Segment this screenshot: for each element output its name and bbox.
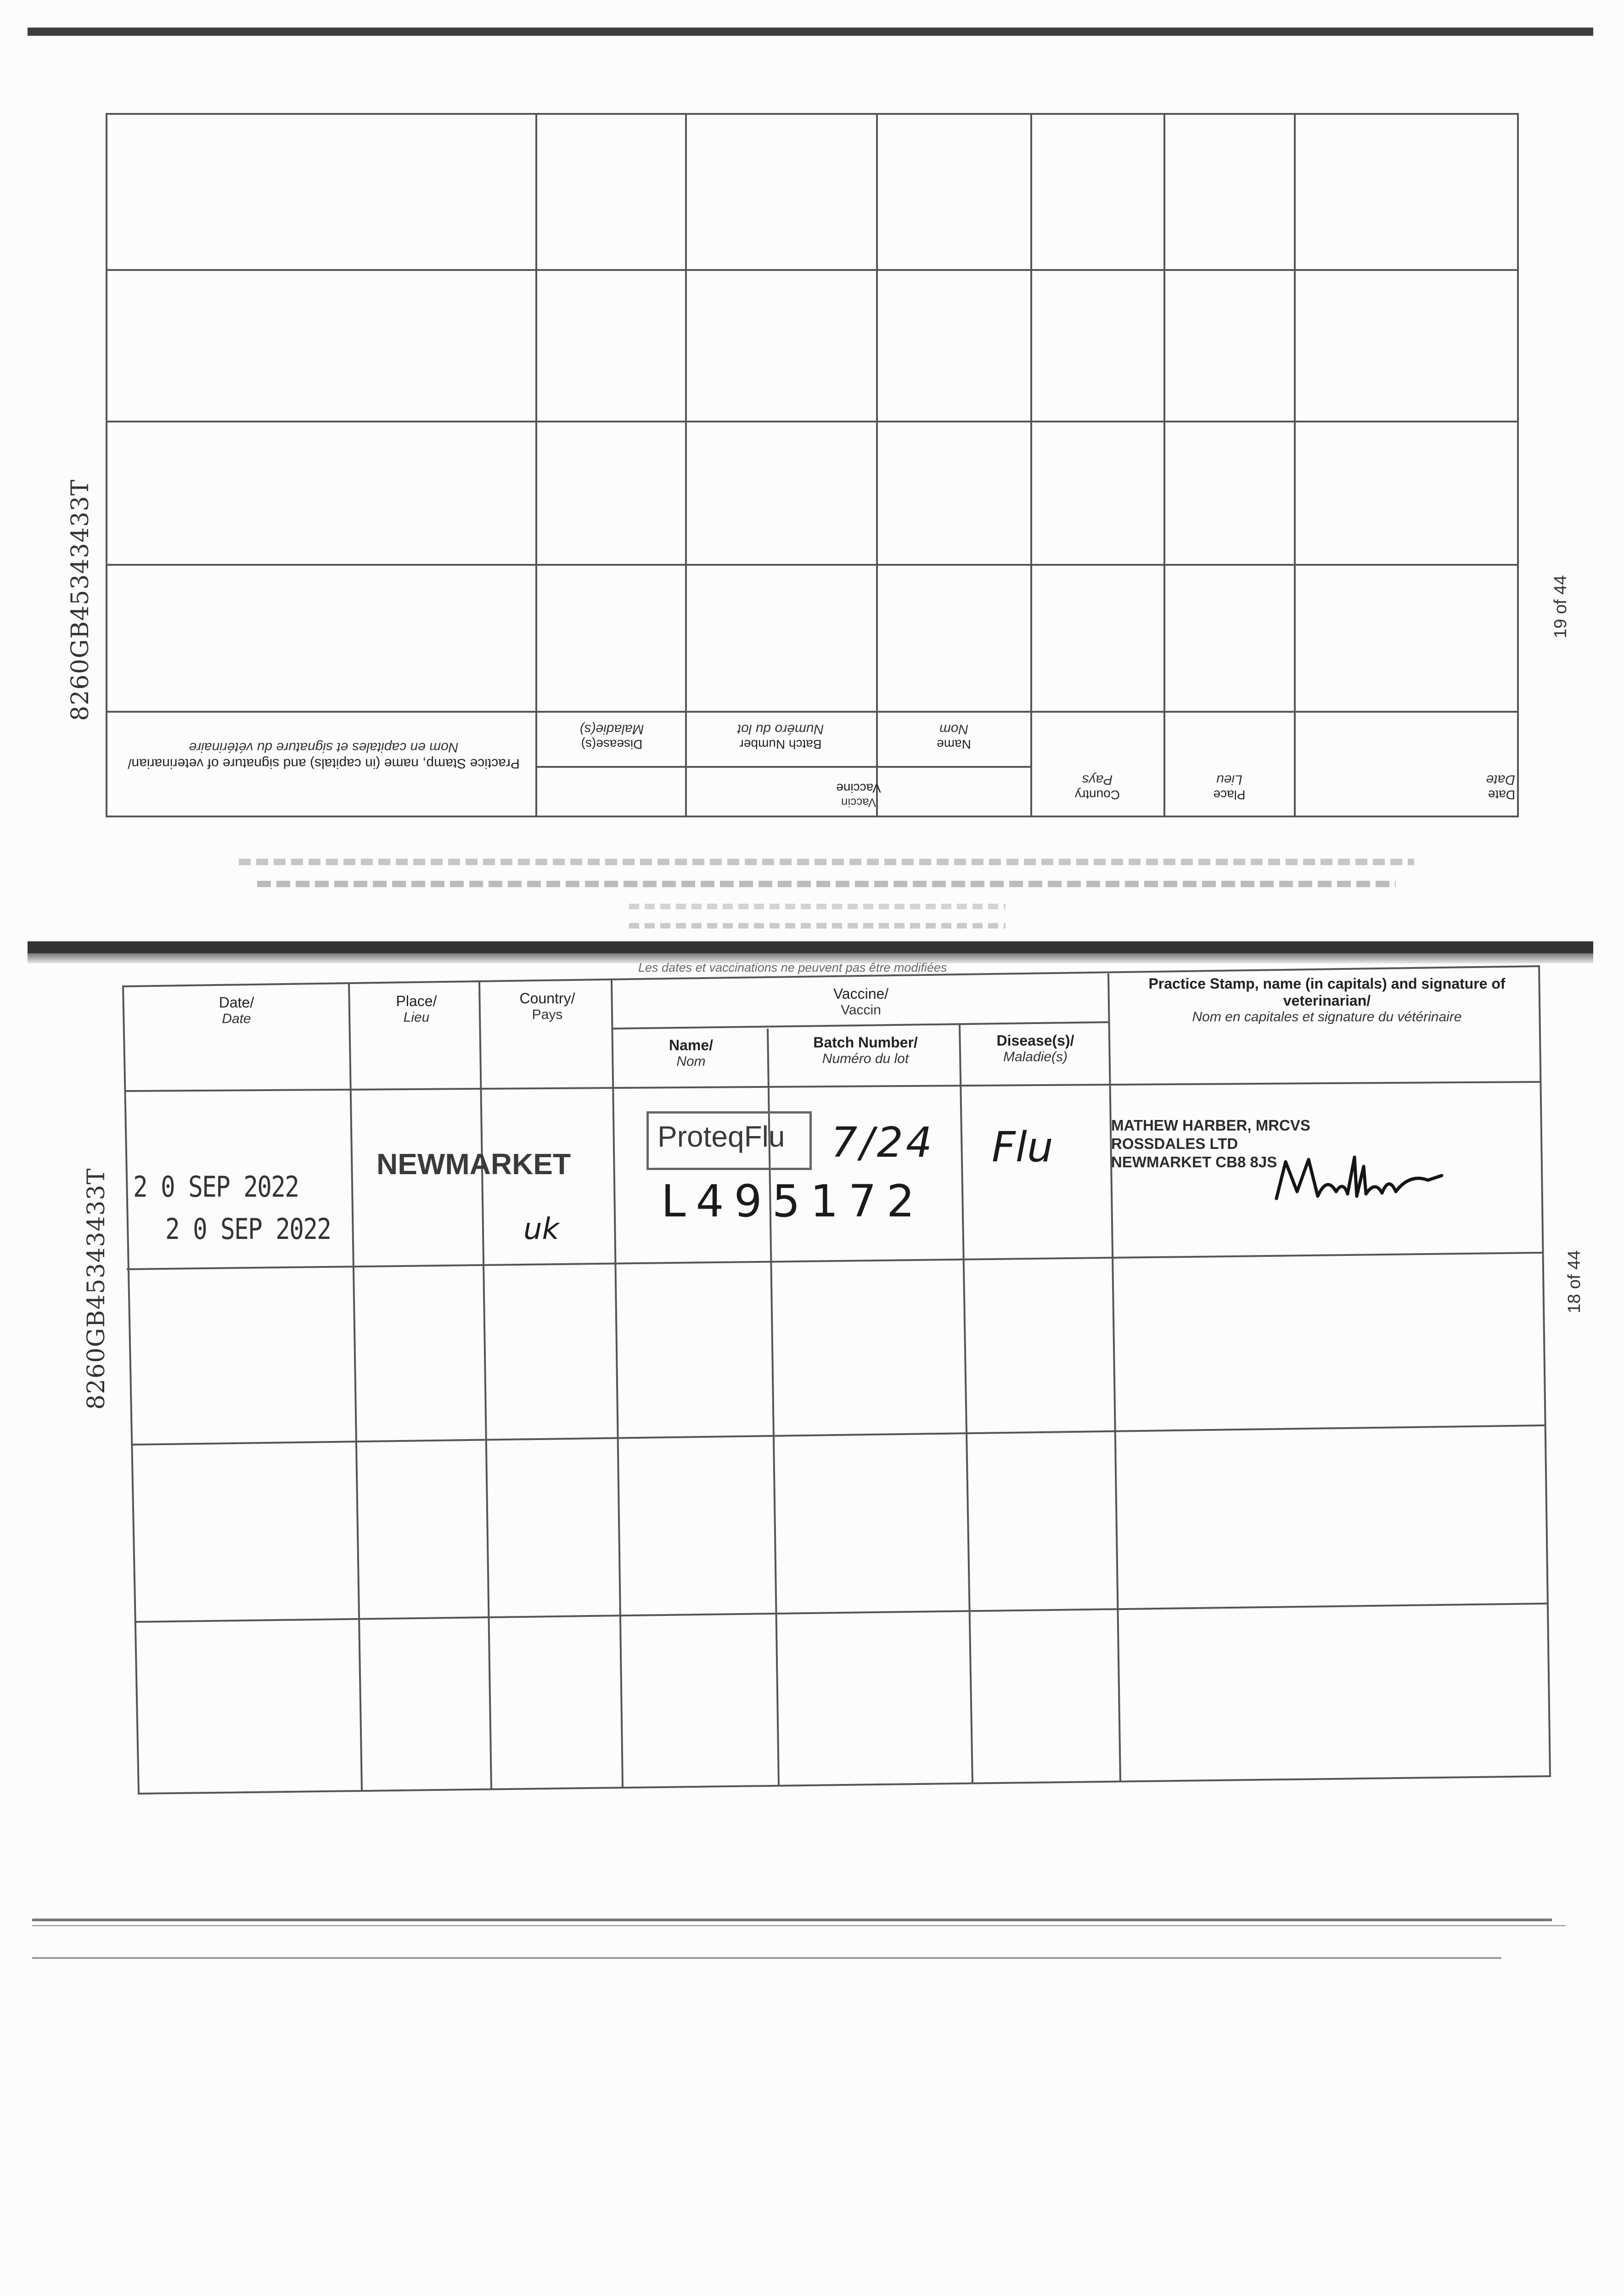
upper-page-number: 19 of 44 (1551, 575, 1570, 638)
upper-header-vaccine: Vaccin Vaccine (836, 781, 881, 810)
lower-header-place: Place/ Lieu (396, 993, 437, 1025)
scan-edge-bottom-2 (32, 1925, 1566, 1926)
disease-handwritten: Flu (992, 1123, 1053, 1171)
lower-notice: Les dates et vaccinations ne peuvent pas être modifiées (638, 961, 947, 974)
vet-signature (1272, 1148, 1446, 1212)
upper-header-date: Date Date (1486, 772, 1515, 802)
lower-header-practice: Practice Stamp, name (in capitals) and signature of veterinarian/ Nom en capitales et signature du vétérinaire (1148, 975, 1506, 1024)
date-stamp-2: 2 0 SEP 2022 (165, 1212, 331, 1246)
upper-header-disease: Disease(s) Maladie(s) (579, 721, 644, 752)
upper-header-practice: Practice Stamp, name (in capitals) and signature of veterinarian/ Nom en capitales et signature du vétérinaire (128, 740, 520, 771)
lower-header-disease: Disease(s)/ Maladie(s) (996, 1032, 1074, 1064)
lower-header-date: Date/ Date (219, 994, 254, 1026)
place-stamp: NEWMARKET (376, 1148, 571, 1181)
lower-header-batch: Batch Number/ Numéro du lot (813, 1034, 918, 1066)
lower-header-name: Name/ Nom (669, 1037, 714, 1069)
batch-expiry-handwritten: 7/24 (831, 1119, 935, 1167)
upper-header-batch: Batch Number Numéro du lot (737, 721, 824, 752)
upper-header-country: Country Pays (1074, 772, 1120, 802)
vet-stamp-line-3: NEWMARKET CB8 8JS (1111, 1154, 1277, 1171)
batch-number-handwritten: L495172 (661, 1176, 925, 1227)
date-stamp-1: 2 0 SEP 2022 (133, 1170, 299, 1204)
lower-id-code: 8260GB45343433T (83, 1168, 110, 1410)
lower-page-number: 18 of 44 (1565, 1250, 1584, 1313)
country-handwritten: uk (523, 1212, 559, 1246)
vet-stamp-line-1: MATHEW HARBER, MRCVS (1111, 1117, 1310, 1134)
vet-stamp-line-2: ROSSDALES LTD (1111, 1135, 1238, 1152)
lower-header-country: Country/ Pays (519, 990, 575, 1022)
upper-header-name: Name Nom (937, 721, 971, 752)
upper-header-place: Place Lieu (1213, 772, 1246, 802)
lower-header-vaccine: Vaccine/ Vaccin (833, 985, 889, 1018)
upper-id-code: 8260GB45343433T (67, 479, 94, 721)
vaccine-name: ProteqFlu (657, 1120, 785, 1153)
scan-edge-bottom-3 (32, 1957, 1501, 1959)
scan-edge-bottom (32, 1919, 1552, 1921)
